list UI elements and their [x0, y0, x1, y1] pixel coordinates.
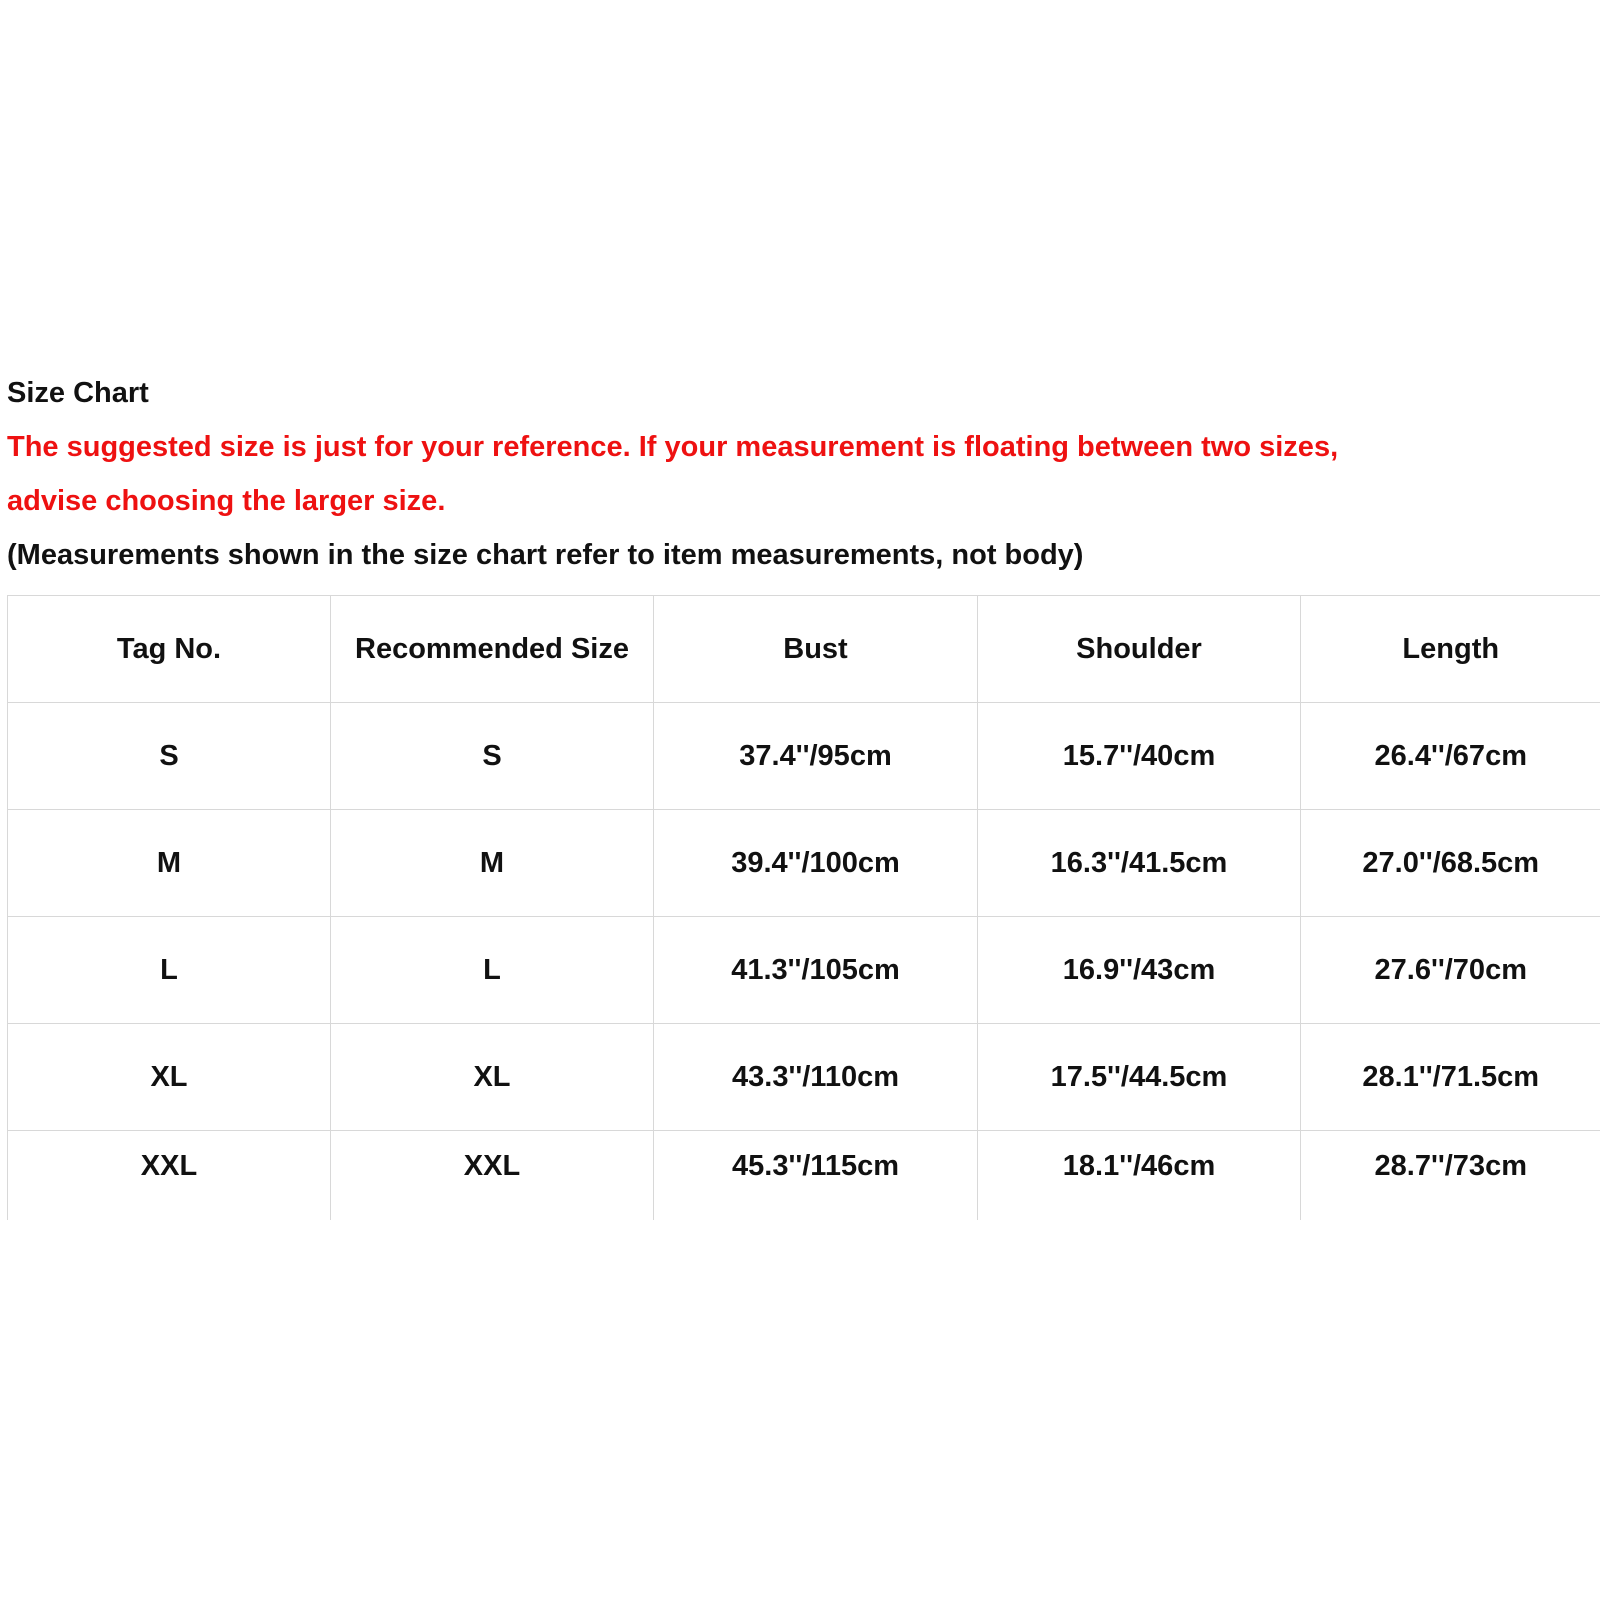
cell-shoulder: 17.5''/44.5cm [978, 1024, 1301, 1131]
table-header-row [8, 596, 1600, 703]
cell-recommended-size: L [331, 917, 654, 1024]
cell-tag-no: S [8, 703, 331, 810]
cell-tag-no: XL [8, 1024, 331, 1131]
header-bust: Bust [654, 596, 978, 703]
size-advice-note-continued: advise choosing the larger size. [7, 485, 446, 517]
table-row [8, 810, 1600, 917]
cell-length: 27.6''/70cm [1301, 917, 1600, 1024]
table-row [8, 917, 1600, 1024]
cell-length: 26.4''/67cm [1301, 703, 1600, 810]
cell-tag-no: XXL [8, 1131, 331, 1220]
header-length: Length [1301, 596, 1600, 703]
cell-shoulder: 16.9''/43cm [978, 917, 1301, 1024]
cell-recommended-size: XL [331, 1024, 654, 1131]
cell-bust: 39.4''/100cm [654, 810, 978, 917]
table-row [8, 1024, 1600, 1131]
measurement-disclaimer: (Measurements shown in the size chart refer to item measurements, not body) [7, 539, 1084, 571]
cell-bust: 45.3''/115cm [654, 1131, 978, 1220]
cell-bust: 43.3''/110cm [654, 1024, 978, 1131]
cell-bust: 37.4''/95cm [654, 703, 978, 810]
cell-shoulder: 16.3''/41.5cm [978, 810, 1301, 917]
cell-length: 28.1''/71.5cm [1301, 1024, 1600, 1131]
cell-recommended-size: M [331, 810, 654, 917]
page-title: Size Chart [7, 377, 149, 409]
cell-length: 27.0''/68.5cm [1301, 810, 1600, 917]
cell-tag-no: L [8, 917, 331, 1024]
cell-shoulder: 18.1''/46cm [978, 1131, 1301, 1220]
cell-tag-no: M [8, 810, 331, 917]
header-shoulder: Shoulder [978, 596, 1301, 703]
cell-length: 28.7''/73cm [1301, 1131, 1600, 1220]
cell-recommended-size: XXL [331, 1131, 654, 1220]
header-tag-no: Tag No. [8, 596, 331, 703]
cell-shoulder: 15.7''/40cm [978, 703, 1301, 810]
table-row [8, 703, 1600, 810]
cell-bust: 41.3''/105cm [654, 917, 978, 1024]
cell-recommended-size: S [331, 703, 654, 810]
size-chart-table [7, 595, 1600, 1220]
header-recommended-size: Recommended Size [331, 596, 654, 703]
size-advice-note: The suggested size is just for your reference. If your measurement is floating between two sizes, [7, 431, 1339, 463]
table-row [8, 1131, 1600, 1220]
